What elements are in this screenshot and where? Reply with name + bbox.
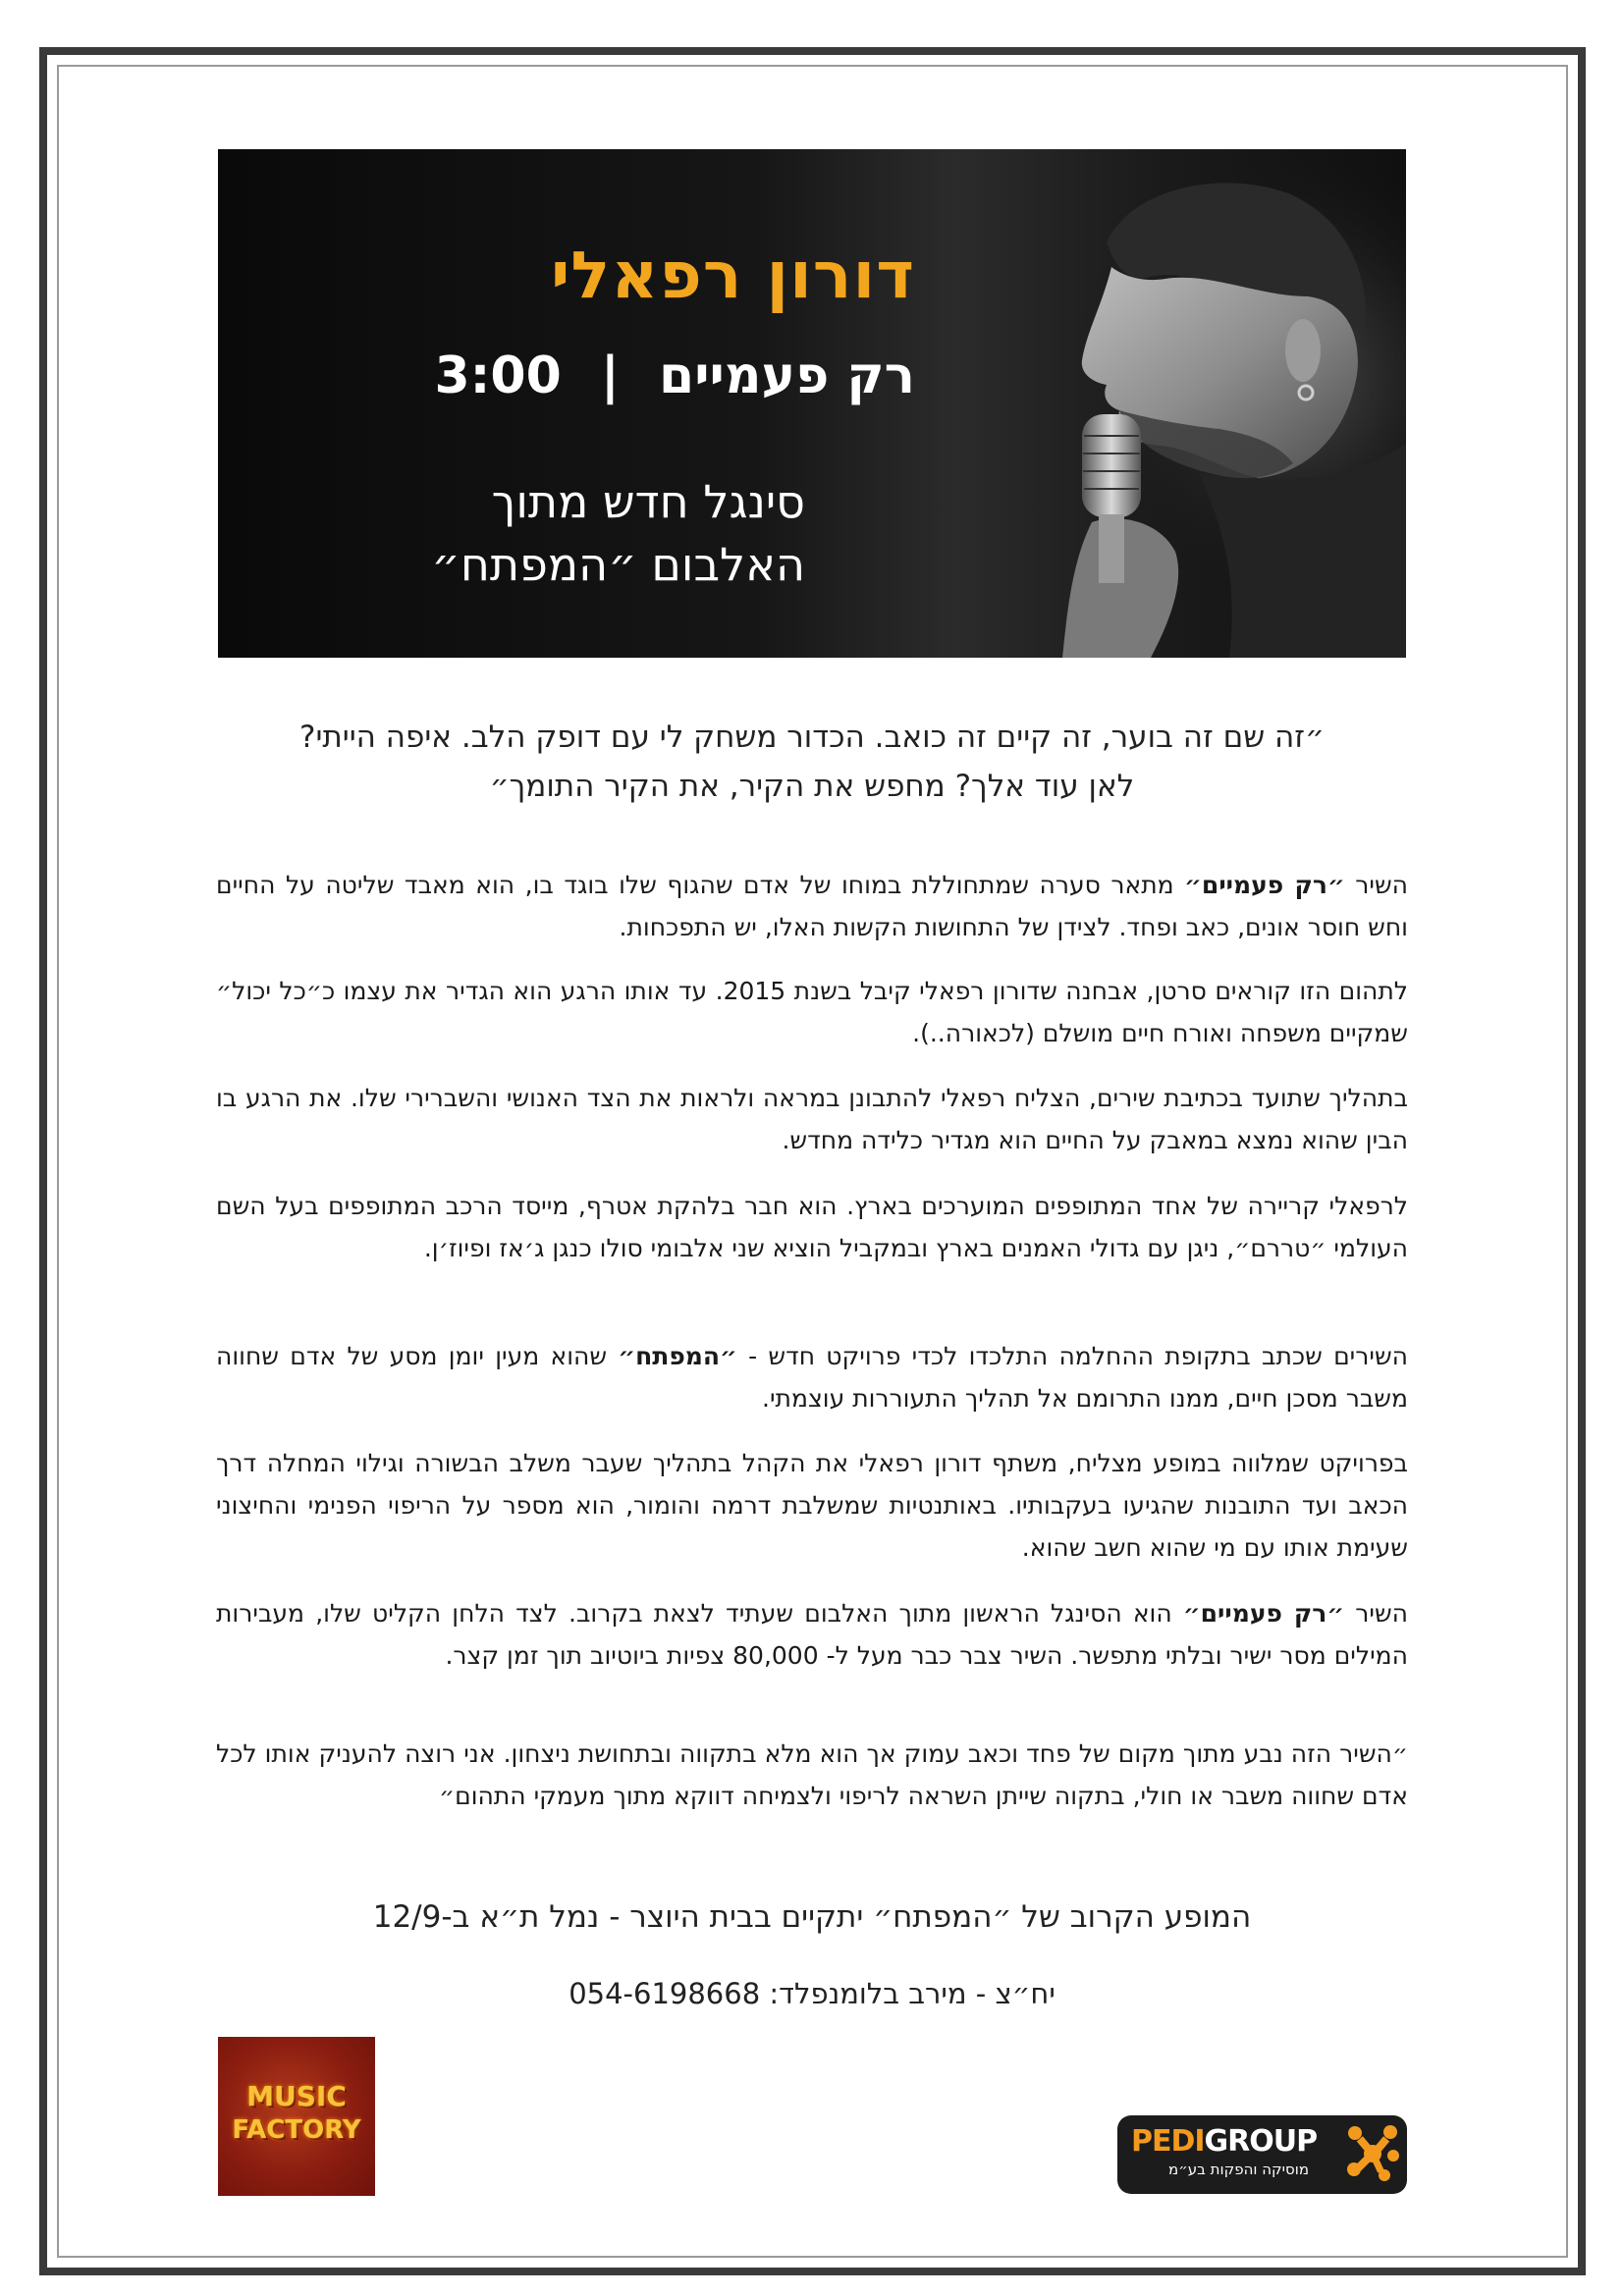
paragraph-2: לתהום הזו קוראים סרטן, אבחנה שדורון רפאלי קיבל בשנת 2015. עד אותו הרגע הוא הגדיר את עצמו כ״כל יכול״ שמקיים משפחה ואורח חיים מושלם (לכאורה..). [216,977,1408,1047]
pedigroup-tagline: מוסיקה והפקות בע״מ [1167,2161,1310,2178]
title-separator: | [600,347,620,405]
song-title: רק פעמיים [659,347,915,405]
pedi-text: PEDI [1131,2124,1205,2159]
paragraph-text: שהוא מעין יומן מסע של אדם שחווה משבר מסכן חיים, ממנו התרומם אל תהליך התעוררות עוצמתי. [216,1342,1408,1413]
hero-banner [218,149,1406,658]
paragraph-7 [216,1592,1408,1677]
music-factory-logo [218,2037,375,2196]
lyric-quote [216,713,1408,811]
paragraph-1 [216,864,1408,948]
album-name-bold: ״המפתח״ [618,1342,737,1370]
quote-line: ״זה שם זה בוער, זה קיים זה כואב. הכדור משחק לי עם דופק הלב. איפה הייתי? [299,720,1325,755]
paragraph-3: בתהליך שתועד בכתיבת שירים, הצליח רפאלי להתבונן במראה ולראות את הצד האנושי והשברירי שלו. את הרגע בו הבין שהוא נמצא במאבק על החיים הוא מגדיר כלידה מחדש. [216,1084,1408,1154]
music-factory-logo-line2: FACTORY [232,2115,361,2145]
paragraph-text: השיר [1344,1599,1408,1628]
paragraph-5 [216,1335,1408,1419]
song-name-bold: ״רק פעמיים״ [1184,871,1345,899]
paragraph-text: השירים שכתב בתקופת ההחלמה התלכדו לכדי פרויקט חדש - [736,1342,1408,1370]
quote-line: לאן עוד אלך? מחפש את הקיר, את הקיר התומך״ [489,769,1135,804]
paragraph-text: השיר [1344,871,1408,899]
paragraph-text: מתאר סערה שמתחוללת במוחו של אדם שהגוף שלו בוגד בו, הוא מאבד שליטה על החיים וחש חוסר אונים, כאב ופחד. לצידן של התחושות הקשות האלו, יש התפכחות. [216,871,1408,941]
banner-subtitle-line2: האלבום ״המפתח״ [431,538,805,591]
paragraph-6: בפרויקט שמלווה במופע מצליח, משתף דורון רפאלי את הקהל בתהליך שעבר משלב הבשורה וגילוי המחלה דרך הכאב ועד התובנות שהגיעו בעקבותיו. באותנטיות שמשלבת דרמה והומור, הוא מספר על הריפוי הפנימי והחיצוני שעימת אותו עם מי שהוא חשב שהוא. [216,1449,1408,1562]
paragraph-text: הוא הסינגל הראשון מתוך האלבום שעתיד לצאת בקרוב. לצד הלחן הקליט שלו, מעבירות המילים מסר ישיר ובלתי מתפשר. השיר צבר כבר מעל ל- 80,000 צפיות ביוטיוב תוך זמן קצר. [216,1599,1408,1670]
paragraph-4: לרפאלי קריירה של אחד המתופפים המוערכים בארץ. הוא חבר בלהקת אטרף, מייסד הרכב המתופפים בעל השם העולמי ״טררם״, ניגן עם גדולי האמנים בארץ ובמקביל הוציא שני אלבומי סולו כנגן ג׳אז ופיוז׳ן. [216,1192,1408,1262]
banner-subtitle-line1: סינגל חדש מתוך [491,475,805,528]
pedigroup-wordmark [1131,2124,1318,2159]
artist-name: דורון רפאלי [550,238,915,313]
paragraph-8: ״השיר הזה נבע מתוך מקום של פחד וכאב עמוק אך הוא מלא בתקווה ובתחושת ניצחון. אני רוצה להעניק אותו לכל אדם שחווה משבר או חולי, בתקוה שייתן השראה לריפוי ולצמיחה דווקא מתוך מעמקי התהום״ [216,1739,1408,1810]
song-title-line [434,347,915,405]
group-text: GROUP [1204,2124,1318,2159]
pr-contact: יח״צ - מירב בלומנפלד: 054-6198668 [568,1977,1056,2010]
pedigroup-logo [1117,2115,1407,2194]
music-factory-logo-line1: MUSIC [246,2080,347,2112]
pedigroup-burst-icon [1345,2123,1400,2184]
song-duration: 3:00 [434,347,562,405]
song-name-bold: ״רק פעמיים״ [1182,1599,1345,1628]
upcoming-show: המופע הקרוב של ״המפתח״ יתקיים בבית היוצר - נמל ת״א ב-12/9 [372,1899,1252,1935]
